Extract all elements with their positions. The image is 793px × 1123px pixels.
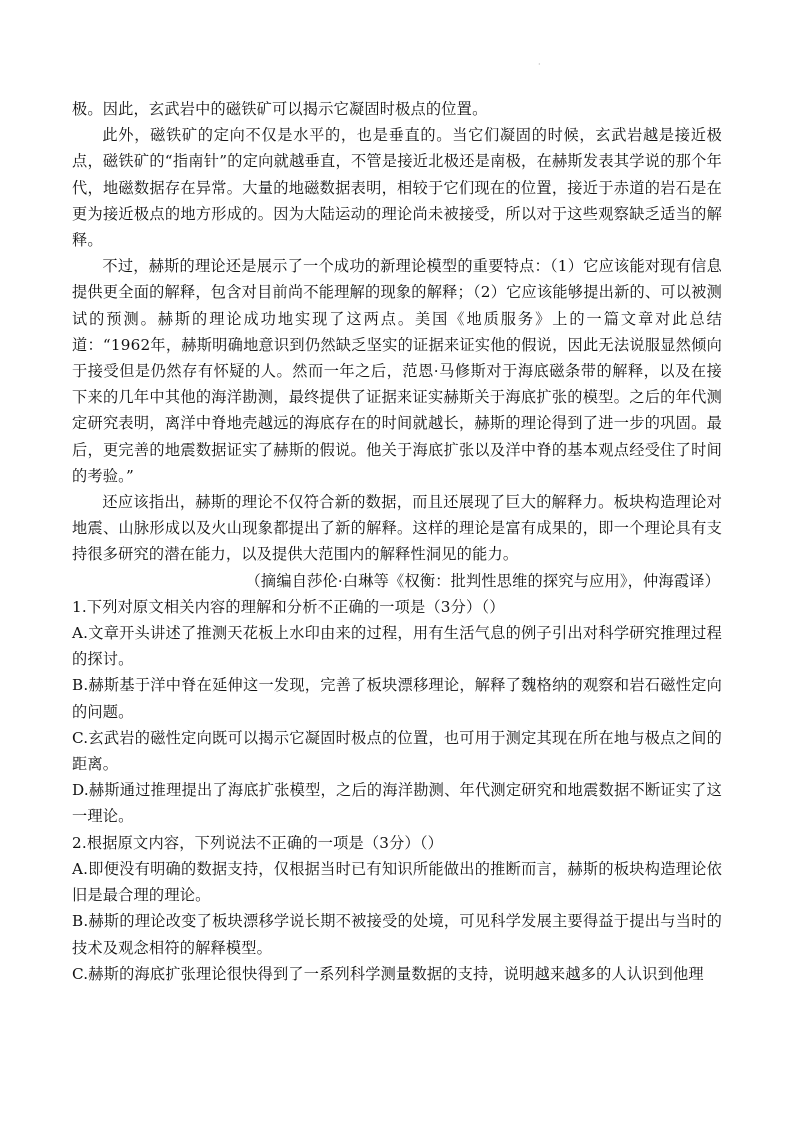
paragraph-3: 不过，赫斯的理论还是展示了一个成功的新理论模型的重要特点：（1）它应该能对现有信息提供更全面的解释，包含对目前尚不能理解的现象的解释；（2）它应该能够提出新的、可以被测试的预测。赫斯的理论成功地实现了这两点。美国《地质服务》上的一篇文章对此总结道：“1962年，赫斯明确地意识到仍然缺乏坚实的证据来证实他的假说，因此无法说服显然倾向于接受但是仍然存有怀疑的人。然而一年之后，范恩·马修斯对于海底磁条带的解释，以及在接下来的几年中其他的海洋勘测，最终提供了证据来证实赫斯关于海底扩张的模型。之后的年代测定研究表明，离洋中脊地壳越远的海底存在的时间就越长，赫斯的理论得到了进一步的巩固。最后，更完善的地震数据证实了赫斯的假说。他关于海底扩张以及洋中脊的基本观点经受住了时间的考验。” [72, 257, 722, 485]
question-2-option-b: B.赫斯的理论改变了板块漂移学说长期不被接受的处境，可见科学发展主要得益于提出与当时的技术及观念相符的解释模型。 [72, 912, 722, 957]
question-1-option-b: B.赫斯基于洋中脊在延伸这一发现，完善了板块漂移理论，解释了魏格纳的观察和岩石磁性定向的问题。 [72, 676, 722, 721]
question-1-stem: 1.下列对原文相关内容的理解和分析不正确的一项是（3分）（） [72, 597, 505, 616]
question-2-stem: 2.根据原文内容，下列说法不正确的一项是（3分）（） [72, 833, 444, 852]
question-2-option-c: C.赫斯的海底扩张理论很快得到了一系列科学测量数据的支持，说明越来越多的人认识到他理 [72, 964, 704, 983]
question-1-option-d: D.赫斯通过推理提出了海底扩张模型，之后的海洋勘测、年代测定研究和地震数据不断证实了这一理论。 [72, 781, 722, 826]
question-2-option-a: A.即便没有明确的数据支持，仅根据当时已有知识所能做出的推断而言，赫斯的板块构造理论依旧是最合理的理论。 [72, 859, 722, 905]
question-1-option-c: C.玄武岩的磁性定向既可以揭示它凝固时极点的位置，也可用于测定其现在所在地与极点之间的距离。 [72, 728, 722, 774]
corner-mark: · [538, 60, 541, 69]
document-page [72, 96, 722, 987]
paragraph-4: 还应该指出，赫斯的理论不仅符合新的数据，而且还展现了巨大的解释力。板块构造理论对地震、山脉形成以及火山现象都提出了新的解释。这样的理论是富有成果的，即一个理论具有支持很多研究的潜在能力，以及提供大范围内的解释性洞见的能力。 [72, 493, 722, 564]
paragraph-1: 极。因此，玄武岩中的磁铁矿可以揭示它凝固时极点的位置。 [72, 100, 488, 118]
question-1-option-a: A.文章开头讲述了推测天花板上水印由来的过程，用有生活气息的例子引出对科学研究推理过程的探讨。 [72, 624, 722, 669]
paragraph-2: 此外，磁铁矿的定向不仅是水平的，也是垂直的。当它们凝固的时候，玄武岩越是接近极点，磁铁矿的“指南针”的定向就越垂直，不管是接近北极还是南极，在赫斯发表其学说的那个年代，地磁数据存在异常。大量的地磁数据表明，相较于它们现在的位置，接近于赤道的岩石是在更为接近极点的地方形成的。因为大陆运动的理论尚未被接受，所以对于这些观察缺乏适当的解释。 [72, 126, 722, 250]
source-citation: （摘编自莎伦·白琳等《权衡：批判性思维的探究与应用》，仲海霞译） [245, 571, 720, 590]
